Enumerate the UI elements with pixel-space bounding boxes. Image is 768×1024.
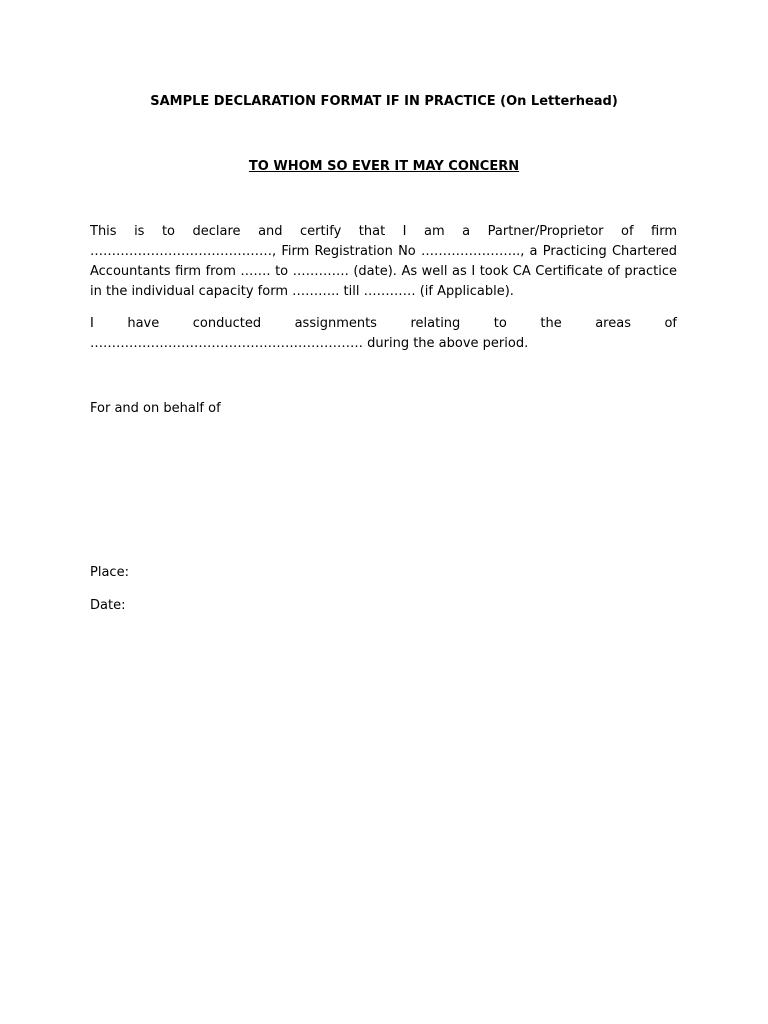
document-title: SAMPLE DECLARATION FORMAT IF IN PRACTICE (On Letterhead): [150, 94, 618, 109]
date-label: Date:: [90, 598, 126, 613]
place-label: Place:: [90, 565, 129, 580]
for-and-on-behalf-text: For and on behalf of: [90, 401, 221, 416]
assignments-paragraph: I have conducted assignments relating to the areas of ……………………………………………………… during the above period.: [90, 316, 677, 351]
declaration-paragraph: This is to declare and certify that I am a Partner/Proprietor of firm ……………………………………, Firm Registration No ………………….., a Practicing Chartered Accountants firm from ……. to …………. (date). As well as I took CA Certificate of practice in the individual capacity form ……….. till ………… (if Applicable).: [90, 224, 677, 299]
document-heading: TO WHOM SO EVER IT MAY CONCERN: [248, 159, 520, 174]
